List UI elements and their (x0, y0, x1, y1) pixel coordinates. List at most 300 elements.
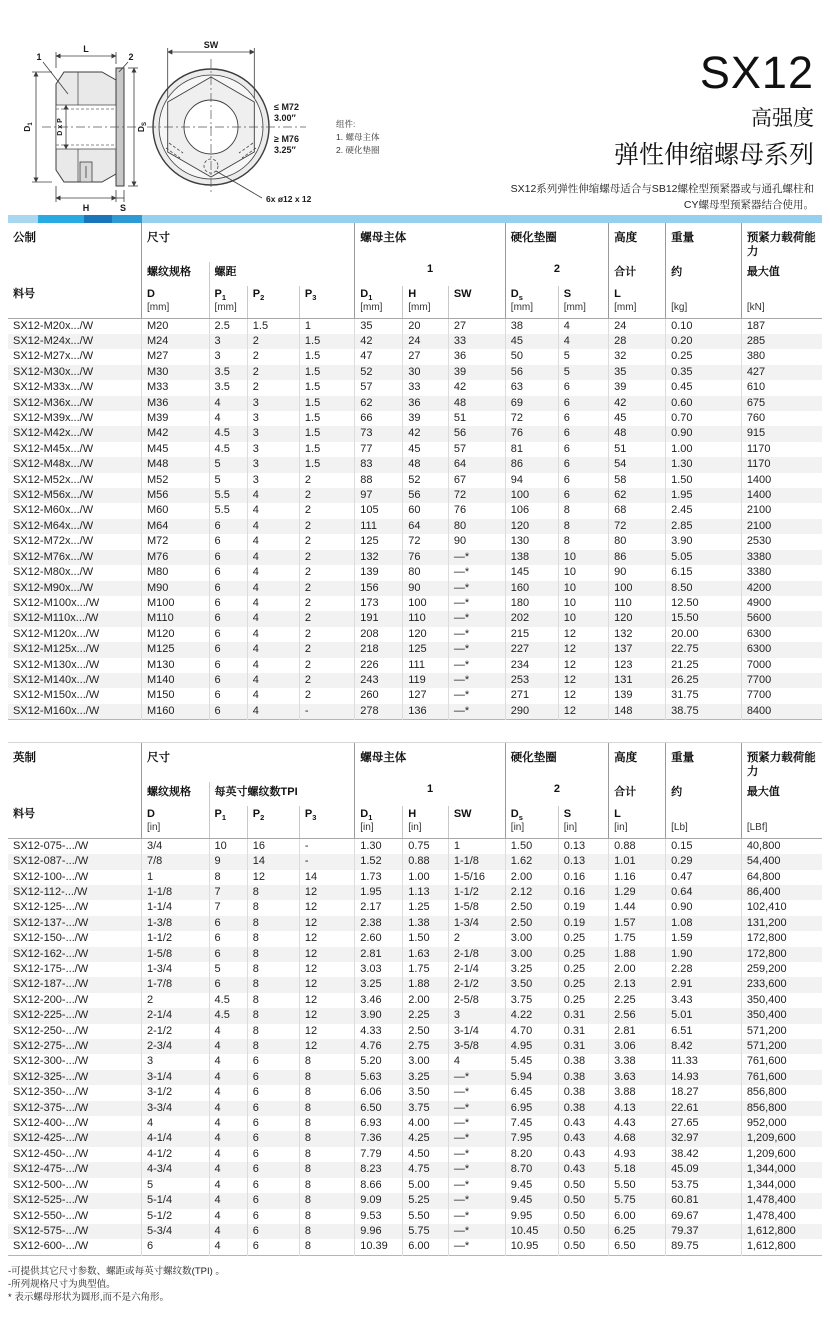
value-cell: 0.43 (558, 1131, 608, 1146)
value-cell: 39 (448, 365, 505, 380)
value-cell: 2.91 (666, 977, 742, 992)
part-number-cell: SX12-M160x.../W (13, 704, 100, 717)
table-row (8, 365, 822, 380)
column-header: $P_2$ (247, 806, 299, 839)
value-cell: 4.43 (609, 1116, 666, 1131)
value-cell: 12 (558, 642, 608, 657)
value-cell: 8 (299, 1101, 354, 1116)
value-cell: 3 (448, 1008, 505, 1023)
value-cell: 27.65 (666, 1116, 742, 1131)
value-cell: 1-5/8 (142, 947, 210, 962)
value-cell: 2.56 (609, 1008, 666, 1023)
value-cell: —* (448, 1131, 505, 1146)
value-cell: 4 (558, 334, 608, 349)
value-cell: 4 (247, 611, 299, 626)
value-cell: 3.03 (355, 962, 403, 977)
value-cell: 131,200 (741, 916, 822, 931)
value-cell: 12 (299, 993, 354, 1008)
value-cell: 290 (505, 704, 558, 720)
value-cell: —* (448, 627, 505, 642)
value-cell: 2.50 (505, 900, 558, 915)
value-cell: 6 (209, 688, 247, 703)
value-cell: 1,209,600 (741, 1131, 822, 1146)
value-cell: 4-1/4 (142, 1131, 210, 1146)
value-cell: 610 (741, 380, 822, 395)
value-cell: 5-1/4 (142, 1193, 210, 1208)
value-cell: 8 (299, 1147, 354, 1162)
value-cell: 42 (448, 380, 505, 395)
value-cell: 278 (355, 704, 403, 720)
value-cell: 5.50 (609, 1178, 666, 1193)
value-cell: 6 (209, 627, 247, 642)
value-cell: —* (448, 1085, 505, 1100)
value-cell: 4-3/4 (142, 1162, 210, 1177)
value-cell: 4 (558, 318, 608, 334)
size-note-le: ≤ M72 (274, 102, 299, 112)
max-label: 最大值 (741, 782, 822, 806)
value-cell: 0.50 (558, 1193, 608, 1208)
value-cell: 1.00 (666, 442, 742, 457)
value-cell: 253 (505, 673, 558, 688)
value-cell: 36 (403, 396, 449, 411)
part-number-cell: SX12-162-.../W (13, 947, 89, 960)
value-cell: 8 (247, 900, 299, 915)
value-cell: 1.5 (247, 318, 299, 334)
value-cell: 3 (142, 1054, 210, 1069)
value-cell: 4.25 (403, 1131, 449, 1146)
value-cell: M76 (142, 550, 210, 565)
value-cell: 3.43 (666, 993, 742, 1008)
nut-front-view-diagram (147, 40, 312, 204)
thread-spec-label: 螺纹规格 (142, 262, 210, 286)
value-cell: 12 (299, 916, 354, 931)
value-cell: 12 (247, 870, 299, 885)
table-row (8, 854, 822, 869)
legend-title: 组件: (336, 119, 356, 129)
value-cell: 6 (209, 611, 247, 626)
table-row (8, 1054, 822, 1069)
value-cell: 8 (558, 519, 608, 534)
value-cell: M45 (142, 442, 210, 457)
table-row (8, 318, 822, 334)
spacer-cell (8, 262, 142, 286)
value-cell: 6 (209, 931, 247, 946)
value-cell: 1-3/4 (448, 916, 505, 931)
column-header: $D_1$ [mm] (355, 286, 403, 319)
value-cell: 6.45 (505, 1085, 558, 1100)
value-cell: 2 (299, 519, 354, 534)
group-height: 高度 (609, 223, 666, 262)
value-cell: 4 (209, 396, 247, 411)
value-cell: 2-1/8 (448, 947, 505, 962)
value-cell: M20 (142, 318, 210, 334)
value-cell: 56 (448, 426, 505, 441)
accent-bar (8, 215, 822, 223)
value-cell: —* (448, 611, 505, 626)
value-cell: 4 (247, 550, 299, 565)
table-row (8, 1116, 822, 1131)
value-cell: 7700 (741, 673, 822, 688)
value-cell: 1-1/8 (448, 854, 505, 869)
value-cell: 2-1/4 (448, 962, 505, 977)
value-cell: 10 (558, 550, 608, 565)
value-cell: 100 (403, 596, 449, 611)
value-cell: 0.43 (558, 1162, 608, 1177)
value-cell: 132 (609, 627, 666, 642)
value-cell: 0.50 (558, 1209, 608, 1224)
value-cell: 856,800 (741, 1085, 822, 1100)
column-header: $P_1$ (209, 806, 247, 839)
value-cell: 1.95 (355, 885, 403, 900)
value-cell: 1.5 (299, 411, 354, 426)
value-cell: —* (448, 1209, 505, 1224)
value-cell: 54,400 (741, 854, 822, 869)
table-row (8, 977, 822, 992)
value-cell: 4.5 (209, 442, 247, 457)
value-cell: 3 (247, 396, 299, 411)
value-cell: 106 (505, 503, 558, 518)
value-cell: 2 (247, 334, 299, 349)
value-cell: 9.45 (505, 1193, 558, 1208)
table-row (8, 581, 822, 596)
value-cell: 39 (609, 380, 666, 395)
value-cell: 9.09 (355, 1193, 403, 1208)
value-cell: 1,612,800 (741, 1239, 822, 1255)
holes-note: 6x ø12 x 12 (266, 194, 312, 204)
value-cell: 5.01 (666, 1008, 742, 1023)
value-cell: 2-1/4 (142, 1008, 210, 1023)
value-cell: 2.28 (666, 962, 742, 977)
value-cell: 76 (505, 426, 558, 441)
value-cell: 120 (505, 519, 558, 534)
value-cell: 20 (403, 318, 449, 334)
components-legend (336, 118, 379, 158)
value-cell: 8 (299, 1193, 354, 1208)
value-cell: 48 (609, 426, 666, 441)
value-cell: —* (448, 565, 505, 580)
value-cell: 139 (609, 688, 666, 703)
part-number-cell: SX12-075-.../W (13, 839, 89, 852)
value-cell: 6 (247, 1193, 299, 1208)
value-cell: 64 (403, 519, 449, 534)
value-cell: 14 (247, 854, 299, 869)
part-number-cell: SX12-M52x.../W (13, 473, 94, 486)
value-cell: 14.93 (666, 1070, 742, 1085)
value-cell: 7.36 (355, 1131, 403, 1146)
value-cell: 5.75 (609, 1193, 666, 1208)
value-cell: 6300 (741, 627, 822, 642)
value-cell: 0.45 (666, 380, 742, 395)
value-cell: 4 (209, 1070, 247, 1085)
value-cell: M30 (142, 365, 210, 380)
value-cell: 6.15 (666, 565, 742, 580)
value-cell: 180 (505, 596, 558, 611)
value-cell: 4900 (741, 596, 822, 611)
value-cell: 2.81 (609, 1024, 666, 1039)
table-row (8, 611, 822, 626)
value-cell: 4 (209, 1239, 247, 1255)
value-cell: M80 (142, 565, 210, 580)
series-description (511, 181, 814, 214)
value-cell: 48 (448, 396, 505, 411)
value-cell: 5.50 (403, 1209, 449, 1224)
table-row (8, 380, 822, 395)
value-cell: 3/4 (142, 838, 210, 854)
value-cell: M56 (142, 488, 210, 503)
table-row (8, 658, 822, 673)
value-cell: 2 (299, 581, 354, 596)
value-cell: 3380 (741, 550, 822, 565)
part-number-cell: SX12-275-.../W (13, 1040, 89, 1053)
value-cell: 4 (209, 1209, 247, 1224)
value-cell: 4 (209, 1024, 247, 1039)
value-cell: 0.90 (666, 426, 742, 441)
value-cell: 67 (448, 473, 505, 488)
value-cell: 90 (403, 581, 449, 596)
total-label: 合计 (609, 782, 666, 806)
value-cell: 145 (505, 565, 558, 580)
value-cell: 120 (403, 627, 449, 642)
value-cell: 5600 (741, 611, 822, 626)
table-row (8, 1008, 822, 1023)
part-number-cell: SX12-M20x.../W (13, 319, 94, 332)
value-cell: 350,400 (741, 1008, 822, 1023)
value-cell: 58 (609, 473, 666, 488)
part-number-cell: SX12-M42x.../W (13, 427, 94, 440)
product-code: SX12 (699, 47, 814, 98)
value-cell: 0.38 (558, 1085, 608, 1100)
value-cell: 137 (609, 642, 666, 657)
size-note-ge: ≥ M76 (274, 134, 299, 144)
value-cell: 4.75 (403, 1162, 449, 1177)
part-number-cell: SX12-M140x.../W (13, 673, 100, 686)
value-cell: 1.30 (355, 838, 403, 854)
value-cell: 1.01 (609, 854, 666, 869)
value-cell: 80 (403, 565, 449, 580)
value-cell: 0.16 (558, 885, 608, 900)
value-cell: 2 (299, 488, 354, 503)
legend-item-2: 2. 硬化垫圈 (336, 145, 380, 156)
table-row (8, 900, 822, 915)
value-cell: 6 (209, 916, 247, 931)
value-cell: 3.88 (609, 1085, 666, 1100)
value-cell: 5.25 (403, 1193, 449, 1208)
value-cell: 3-1/4 (448, 1024, 505, 1039)
value-cell: 3.00 (505, 947, 558, 962)
value-cell: 4 (209, 1039, 247, 1054)
value-cell: 6 (142, 1239, 210, 1255)
part-number-cell: SX12-450-.../W (13, 1147, 89, 1160)
size-note-ge-inch: 3.25″ (274, 145, 296, 155)
value-cell: —* (448, 1070, 505, 1085)
value-cell: —* (448, 688, 505, 703)
value-cell: 0.43 (558, 1147, 608, 1162)
value-cell: —* (448, 673, 505, 688)
value-cell: 4 (209, 1147, 247, 1162)
value-cell: 4200 (741, 581, 822, 596)
footnote-3: * 表示螺母形状为圆形,而不是六角形。 (8, 1292, 169, 1304)
value-cell: 6 (209, 596, 247, 611)
value-cell: 1.5 (299, 349, 354, 364)
value-cell: 7.45 (505, 1116, 558, 1131)
value-cell: 1400 (741, 473, 822, 488)
part-number-cell: SX12-525-.../W (13, 1194, 89, 1207)
value-cell: 218 (355, 642, 403, 657)
value-cell: 350,400 (741, 993, 822, 1008)
value-cell: 0.43 (558, 1116, 608, 1131)
value-cell: 131 (609, 673, 666, 688)
value-cell: —* (448, 642, 505, 657)
value-cell: - (299, 838, 354, 854)
value-cell: 3.90 (666, 534, 742, 549)
value-cell: 915 (741, 426, 822, 441)
imperial-table-section (8, 742, 822, 1256)
description-line-2: CY螺母型预紧器结合使用。 (683, 199, 814, 212)
table-row (8, 519, 822, 534)
value-cell: 89.75 (666, 1239, 742, 1255)
dim-label-s: S (119, 203, 127, 213)
value-cell: 27 (403, 349, 449, 364)
part-number-cell: SX12-M76x.../W (13, 550, 94, 563)
value-cell: 0.47 (666, 870, 742, 885)
value-cell: 1.5 (299, 442, 354, 457)
value-cell: 12 (299, 947, 354, 962)
value-cell: 0.35 (666, 365, 742, 380)
value-cell: 1.52 (355, 854, 403, 869)
value-cell: 76 (448, 503, 505, 518)
part-number-cell: SX12-M30x.../W (13, 365, 94, 378)
value-cell: 86 (609, 550, 666, 565)
part-number-cell: SX12-375-.../W (13, 1101, 89, 1114)
column-header-row (8, 286, 822, 319)
value-cell: 125 (403, 642, 449, 657)
value-cell: 1.5 (299, 396, 354, 411)
value-cell: 32.97 (666, 1131, 742, 1146)
value-cell: 208 (355, 627, 403, 642)
group-header-row (8, 223, 822, 262)
value-cell: 136 (403, 704, 449, 720)
value-cell: 148 (609, 704, 666, 720)
group-size: 尺寸 (142, 223, 355, 262)
table-row (8, 1101, 822, 1116)
value-cell: 2-5/8 (448, 993, 505, 1008)
part-number-cell: SX12-M125x.../W (13, 643, 100, 656)
value-cell: 5.45 (505, 1054, 558, 1069)
footnote-2: -所列规格尺寸为典型值。 (8, 1279, 116, 1291)
value-cell: 5 (209, 962, 247, 977)
dim-label-ds: $D_S$ (136, 121, 148, 133)
value-cell: —* (448, 1116, 505, 1131)
value-cell: 3.63 (609, 1070, 666, 1085)
value-cell: 77 (355, 442, 403, 457)
value-cell: 2 (247, 380, 299, 395)
value-cell: 2.12 (505, 885, 558, 900)
value-cell: 6 (247, 1209, 299, 1224)
table-row (8, 627, 822, 642)
value-cell: 62 (609, 488, 666, 503)
value-cell: 8 (247, 916, 299, 931)
value-cell: 27 (448, 318, 505, 334)
value-cell: 0.15 (666, 838, 742, 854)
part-number-cell: SX12-M120x.../W (13, 627, 100, 640)
value-cell: 7000 (741, 658, 822, 673)
value-cell: 90 (609, 565, 666, 580)
part-number-cell: SX12-M24x.../W (13, 335, 94, 347)
column-header: SW (448, 286, 505, 319)
value-cell: 138 (505, 550, 558, 565)
legend-item-1: 1. 螺母主体 (336, 132, 380, 143)
value-cell: 0.90 (666, 900, 742, 915)
value-cell: 2-1/2 (142, 1024, 210, 1039)
value-cell: 1.62 (505, 854, 558, 869)
value-cell: —* (448, 596, 505, 611)
table-row (8, 349, 822, 364)
value-cell: 6 (247, 1131, 299, 1146)
value-cell: 35 (609, 365, 666, 380)
value-cell: 40,800 (741, 838, 822, 854)
value-cell: —* (448, 581, 505, 596)
value-cell: 1.30 (666, 457, 742, 472)
value-cell: 12 (558, 658, 608, 673)
value-cell: 8400 (741, 704, 822, 720)
value-cell: 6 (558, 380, 608, 395)
page-header (0, 0, 830, 215)
table-row (8, 947, 822, 962)
group-preload: 预紧力载荷能力 (741, 743, 822, 782)
value-cell: 6.25 (609, 1224, 666, 1239)
accent-segment (112, 215, 142, 223)
value-cell: 6 (247, 1147, 299, 1162)
value-cell: 4.68 (609, 1131, 666, 1146)
value-cell: 5 (209, 473, 247, 488)
metric-table (8, 223, 822, 720)
value-cell: 6 (209, 550, 247, 565)
footnotes (8, 1265, 822, 1305)
accent-segment (84, 215, 112, 223)
value-cell: 7.95 (505, 1131, 558, 1146)
value-cell: 10 (209, 838, 247, 854)
value-cell: 12 (299, 900, 354, 915)
value-cell: 202 (505, 611, 558, 626)
value-cell: 2.25 (403, 1008, 449, 1023)
value-cell: 2.81 (355, 947, 403, 962)
value-cell: 0.13 (558, 838, 608, 854)
value-cell: 45.09 (666, 1162, 742, 1177)
value-cell: 111 (355, 519, 403, 534)
value-cell: 1.38 (403, 916, 449, 931)
value-cell: 4.22 (505, 1008, 558, 1023)
technical-drawings (6, 2, 336, 214)
part-number-cell: SX12-M150x.../W (13, 689, 100, 702)
value-cell: 1-1/2 (448, 885, 505, 900)
value-cell: 6.50 (355, 1101, 403, 1116)
table-row (8, 565, 822, 580)
part-number-cell: SX12-M72x.../W (13, 535, 94, 548)
value-cell: 0.29 (666, 854, 742, 869)
value-cell: 6 (209, 673, 247, 688)
value-cell: 3-1/2 (142, 1085, 210, 1100)
value-cell: M24 (142, 334, 210, 349)
column-header: D [mm] (142, 286, 210, 319)
value-cell: 260 (355, 688, 403, 703)
dim-label-l: L (83, 44, 89, 54)
value-cell: 12 (299, 1008, 354, 1023)
value-cell: 12 (299, 1024, 354, 1039)
value-cell: 102,410 (741, 900, 822, 915)
value-cell: 4 (209, 1131, 247, 1146)
value-cell: 123 (609, 658, 666, 673)
value-cell: 2 (299, 596, 354, 611)
